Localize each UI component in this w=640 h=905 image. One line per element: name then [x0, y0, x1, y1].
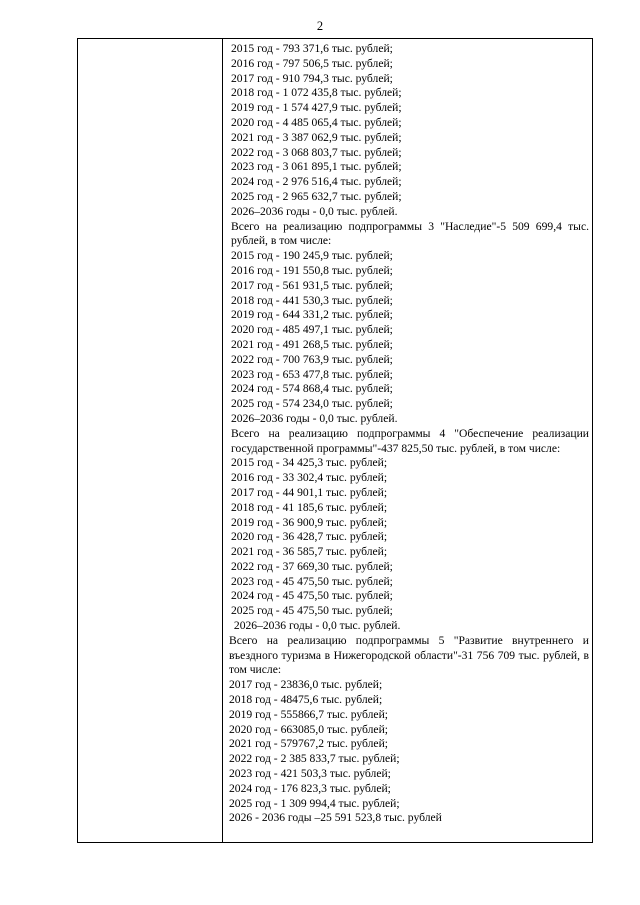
- funding-line: 2026–2036 годы - 0,0 тыс. рублей.: [231, 619, 401, 633]
- funding-line: 2017 год - 44 901,1 тыс. рублей;: [231, 485, 388, 499]
- funding-line: 2020 год - 36 428,7 тыс. рублей;: [231, 530, 388, 544]
- funding-line: 2026–2036 годы - 0,0 тыс. рублей.: [231, 204, 398, 218]
- funding-line: 2022 год - 2 385 833,7 тыс. рублей;: [229, 752, 400, 766]
- funding-line: 2018 год - 48475,6 тыс. рублей;: [229, 693, 383, 707]
- funding-table: [77, 38, 593, 843]
- funding-line: 2023 год - 653 477,8 тыс. рублей;: [231, 367, 393, 381]
- funding-line: 2019 год - 644 331,2 тыс. рублей;: [231, 308, 393, 322]
- funding-line: 2017 год - 910 794,3 тыс. рублей;: [231, 71, 393, 85]
- table-right-cell: [229, 42, 589, 826]
- funding-line: 2018 год - 441 530,3 тыс. рублей;: [231, 293, 393, 307]
- funding-line: 2025 год - 574 234,0 тыс. рублей;: [231, 397, 393, 411]
- funding-line: 2016 год - 33 302,4 тыс. рублей;: [231, 471, 388, 485]
- subprogram-5-total: Всего на реализацию подпрограммы 5 "Развитие внутреннего и въездного туризма в Нижегородской области"-31 756 709 тыс. рублей, в том числе:: [229, 633, 589, 677]
- funding-line: 2024 год - 45 475,50 тыс. рублей;: [231, 589, 393, 603]
- funding-line: 2026–2036 годы - 0,0 тыс. рублей.: [231, 411, 398, 425]
- funding-line: 2023 год - 421 503,3 тыс. рублей;: [229, 767, 391, 781]
- funding-line: 2021 год - 36 585,7 тыс. рублей;: [231, 545, 388, 559]
- funding-line: 2018 год - 1 072 435,8 тыс. рублей;: [231, 86, 402, 100]
- subprogram-3-total: Всего на реализацию подпрограммы 3 "Наследие"-5 509 699,4 тыс. рублей, в том числе:: [231, 219, 589, 248]
- funding-line: 2020 год - 485 497,1 тыс. рублей;: [231, 323, 393, 337]
- funding-line: 2016 год - 797 506,5 тыс. рублей;: [231, 56, 393, 70]
- funding-line: 2025 год - 2 965 632,7 тыс. рублей;: [231, 189, 402, 203]
- funding-line: 2017 год - 561 931,5 тыс. рублей;: [231, 278, 393, 292]
- funding-line: 2024 год - 574 868,4 тыс. рублей;: [231, 382, 393, 396]
- funding-line: 2025 год - 1 309 994,4 тыс. рублей;: [229, 796, 400, 810]
- table-left-cell: [78, 39, 223, 842]
- funding-line: 2019 год - 1 574 427,9 тыс. рублей;: [231, 101, 402, 115]
- page-number: 2: [316, 19, 324, 33]
- funding-line: 2018 год - 41 185,6 тыс. рублей;: [231, 500, 388, 514]
- funding-line: 2025 год - 45 475,50 тыс. рублей;: [231, 604, 393, 618]
- funding-line: 2026 - 2036 годы –25 591 523,8 тыс. рублей: [229, 811, 442, 825]
- funding-line: 2019 год - 555866,7 тыс. рублей;: [229, 707, 389, 721]
- funding-line: 2023 год - 3 061 895,1 тыс. рублей;: [231, 160, 402, 174]
- funding-line: 2021 год - 579767,2 тыс. рублей;: [229, 737, 389, 751]
- funding-line: 2023 год - 45 475,50 тыс. рублей;: [231, 574, 393, 588]
- funding-line: 2015 год - 793 371,6 тыс. рублей;: [231, 42, 393, 55]
- funding-line: 2024 год - 176 823,3 тыс. рублей;: [229, 781, 391, 795]
- funding-line: 2020 год - 663085,0 тыс. рублей;: [229, 722, 389, 736]
- funding-line: 2022 год - 700 763,9 тыс. рублей;: [231, 352, 393, 366]
- funding-line: 2021 год - 3 387 062,9 тыс. рублей;: [231, 130, 402, 144]
- funding-line: 2022 год - 37 669,30 тыс. рублей;: [231, 559, 393, 573]
- funding-line: 2017 год - 23836,0 тыс. рублей;: [229, 678, 383, 692]
- funding-line: 2015 год - 190 245,9 тыс. рублей;: [231, 249, 393, 263]
- funding-line: 2022 год - 3 068 803,7 тыс. рублей;: [231, 145, 402, 159]
- funding-line: 2019 год - 36 900,9 тыс. рублей;: [231, 515, 388, 529]
- funding-line: 2021 год - 491 268,5 тыс. рублей;: [231, 337, 393, 351]
- subprogram-4-total: Всего на реализацию подпрограммы 4 "Обеспечение реализации государственной программы"-437 825,50 тыс. рублей, в том числе:: [231, 426, 589, 455]
- funding-line: 2020 год - 4 485 065,4 тыс. рублей;: [231, 115, 402, 129]
- funding-line: 2015 год - 34 425,3 тыс. рублей;: [231, 456, 388, 470]
- funding-line: 2016 год - 191 550,8 тыс. рублей;: [231, 263, 393, 277]
- funding-line: 2024 год - 2 976 516,4 тыс. рублей;: [231, 175, 402, 189]
